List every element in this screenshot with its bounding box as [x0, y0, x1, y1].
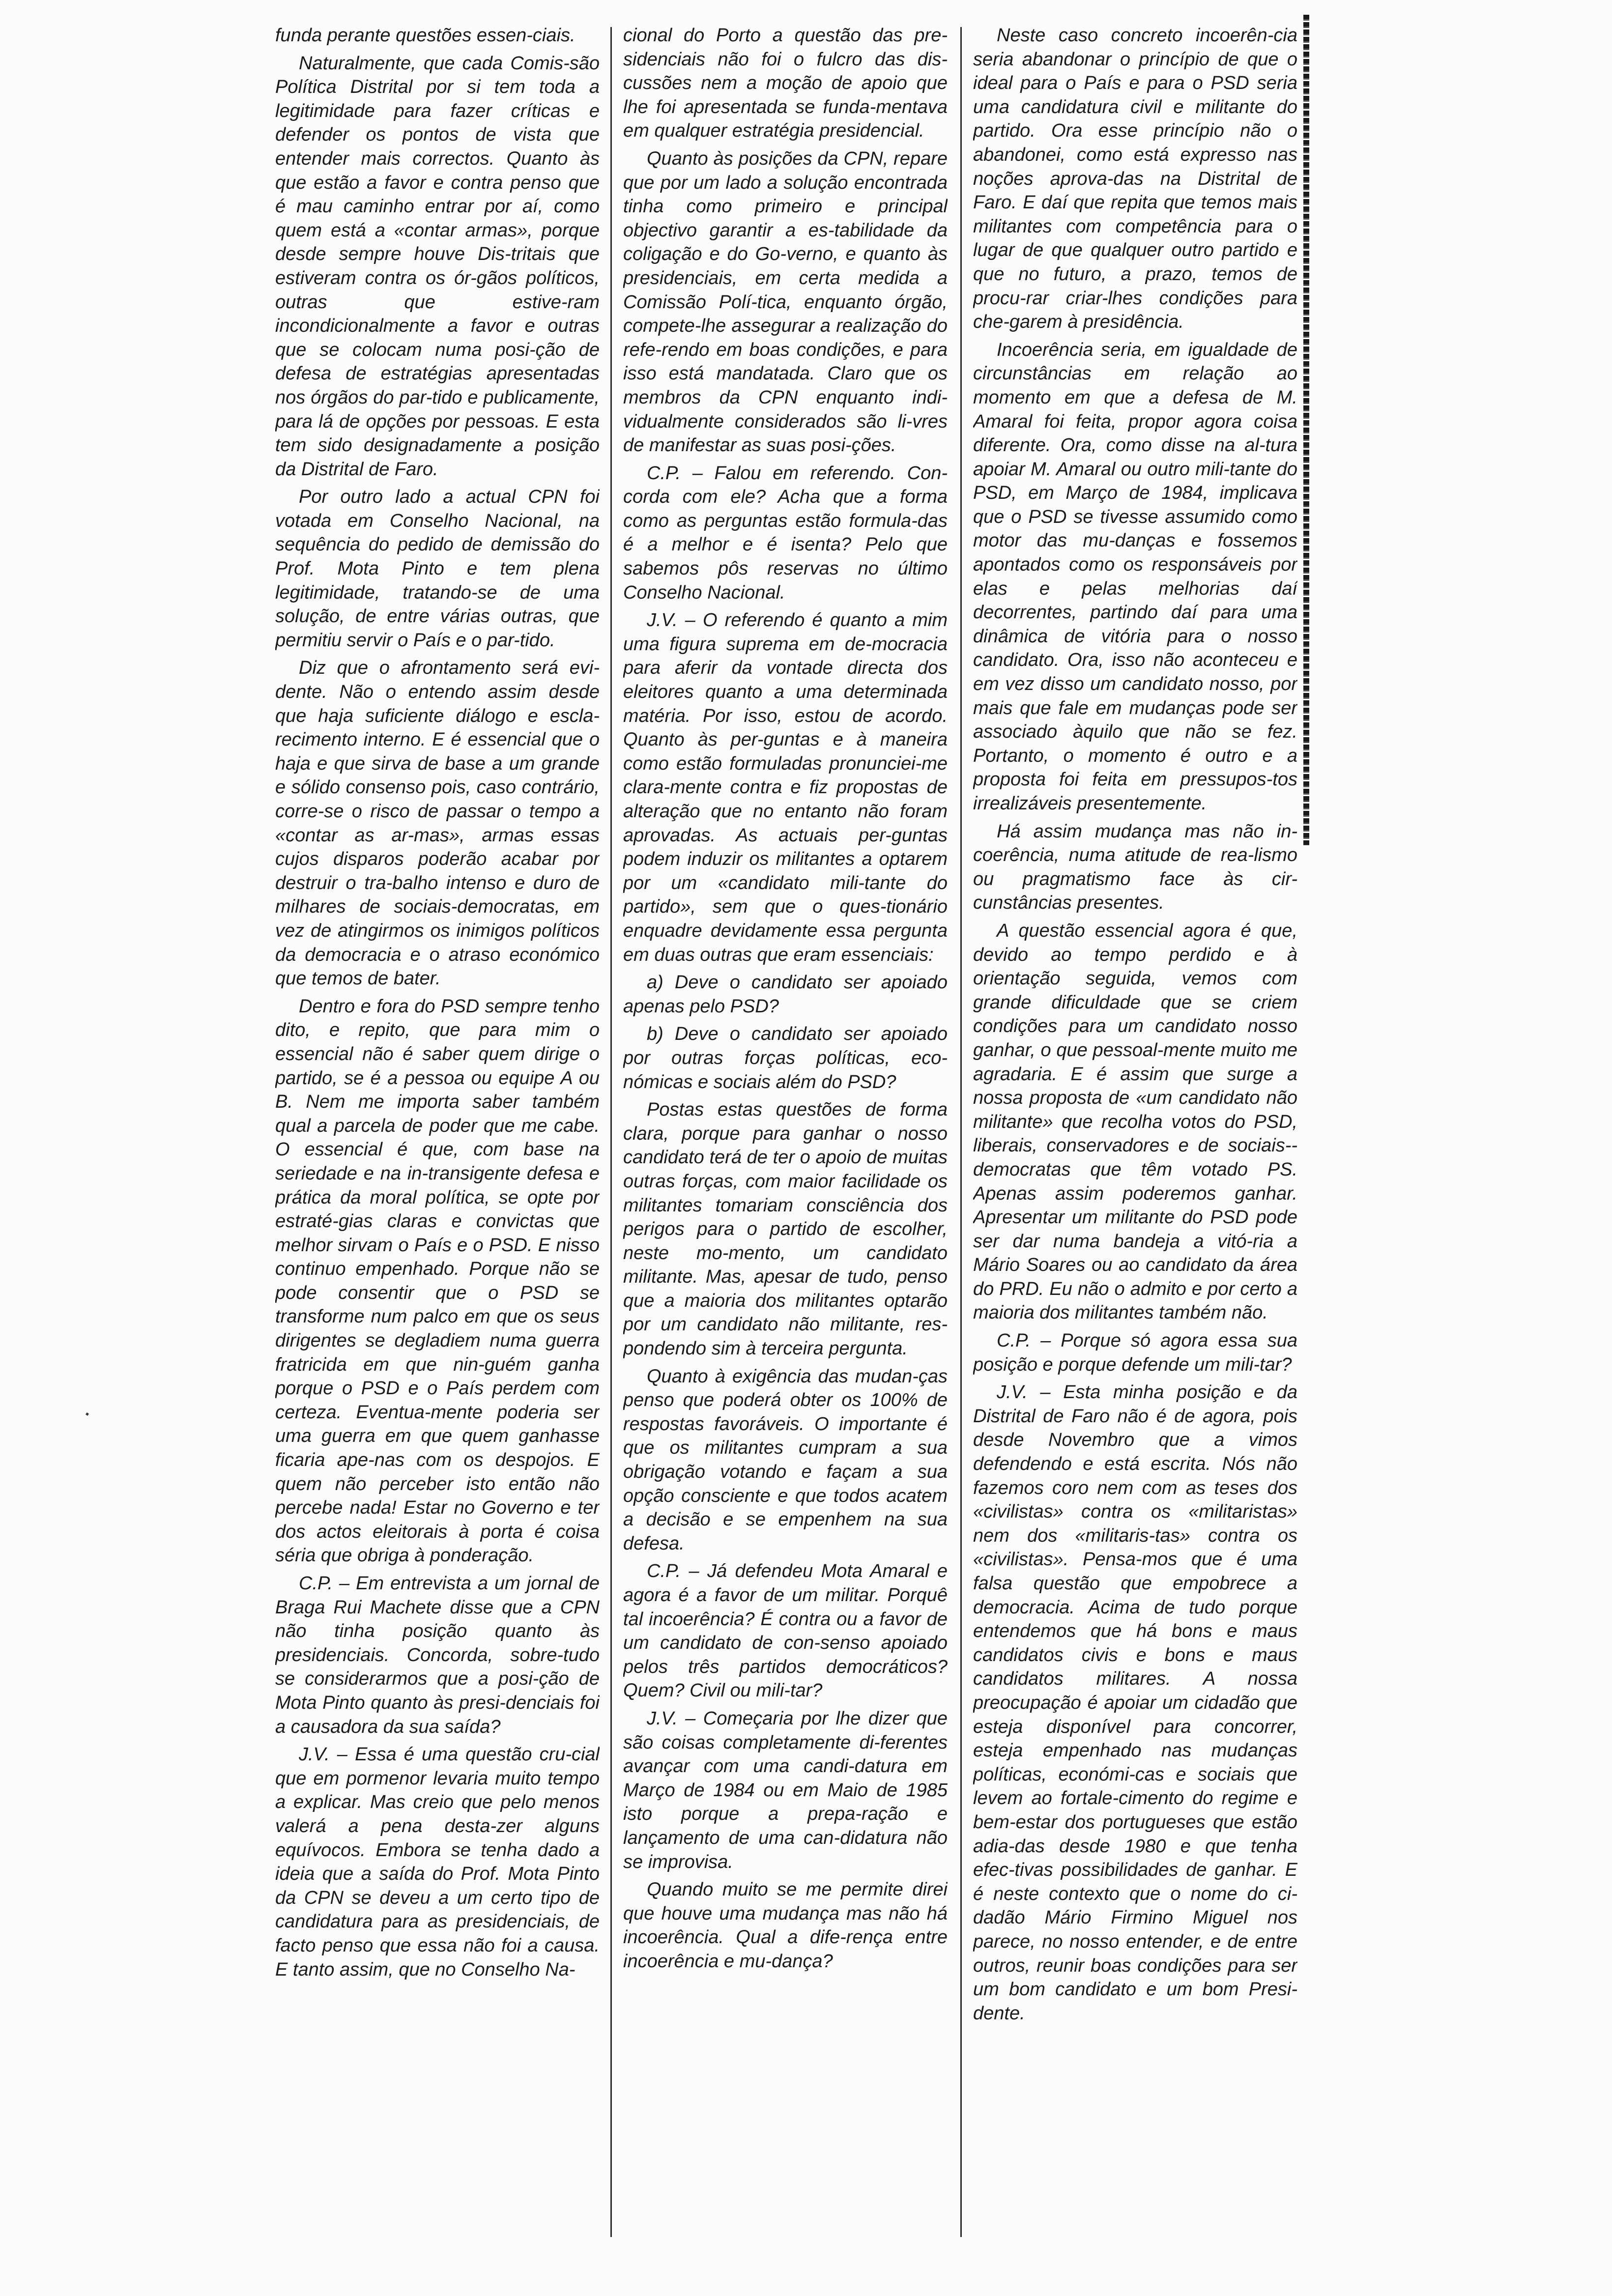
text-column-3 — [973, 24, 1297, 2227]
paragraph: Diz que o afrontamento será evi-dente. Não o entendo assim desde que haja suficiente diálogo e escla-recimento interno. E é essencial que o haja e que sirva de base a um grande e sólido consenso pois, caso contrário, corre-se o risco de passar o tempo a «contar as ar-mas», armas essas cujos disparos poderão acabar por destruir o tra-balho intenso e duro de milhares de sociais-democratas, em vez de atingirmos os inimigos políticos da democracia e o atraso económico que temos de bater. — [275, 658, 600, 989]
paragraph: Há assim mudança mas não in-coerência, numa atitude de rea-lismo ou pragmatismo face às cir-cunstâncias presentes. — [973, 821, 1297, 914]
scan-edge-artifact — [1303, 15, 1309, 845]
paragraph: C.P. – Já defendeu Mota Amaral e agora é a favor de um militar. Porquê tal incoerência? É contra ou a favor de um candidato de con-senso apoiado pelos três partidos democráticos? Quem? Civil ou mili-tar? — [623, 1561, 948, 1701]
text-column-1 — [275, 24, 600, 2227]
paragraph: Neste caso concreto incoerên-cia seria abandonar o princípio de que o ideal para o País e para o PSD seria uma candidatura civil e militante do partido. Ora esse princípio não o abandonei, como está expresso nas noções aprova-das na Distrital de Faro. E daí que repita que temos mais militantes com competência para o lugar de que qualquer outro partido e que no futuro, a prazo, temos de procu-rar criar-lhes condições para che-garem à presidência. — [973, 25, 1297, 333]
paragraph: J.V. – Essa é uma questão cru-cial que em pormenor levaria muito tempo a explicar. Mas creio que pelo menos valerá a pena desta-zer alguns equívocos. Embora se tenha dado a ideia que a saída do Prof. Mota Pinto da CPN se deveu a um certo tipo de candidatura para as presidenciais, de facto penso que essa não foi a causa. E tanto assim, que no Conselho Na- — [275, 1744, 600, 1980]
paragraph: A questão essencial agora é que, devido ao tempo perdido e à orientação seguida, vemos com grande dificuldade que se criem condições para um candidato nosso ganhar, o que pessoal-mente muito me agradaria. E é assim que surge a nossa proposta de «um candidato não militante» que recolha votos do PSD, liberais, conservadores e de sociais--democratas que têm votado PS. Apenas assim poderemos ganhar. Apresentar um militante do PSD pode ser dar numa bandeja a vitó-ria a Mário Soares ou ao candidato da área do PRD. Eu não o admito e por certo a maioria dos militantes também não. — [973, 920, 1297, 1323]
paragraph: Quanto à exigência das mudan-ças penso que poderá obter os 100% de respostas favoráveis. O importante é que os militantes cumpram a sua obrigação votando e façam a sua opção consciente e que todos acatem a decisão e se empenhem na sua defesa. — [623, 1366, 948, 1554]
paragraph: Por outro lado a actual CPN foi votada em Conselho Nacional, na sequência do pedido de demissão do Prof. Mota Pinto e tem plena legitimidade, tratando-se de uma solução, de entre várias outras, que permitiu servir o País e o par-tido. — [275, 487, 600, 651]
paragraph: Dentro e fora do PSD sempre tenho dito, e repito, que para mim o essencial não é saber quem dirige o partido, se é a pessoa ou equipe A ou B. Nem me importa saber também qual a parcela de poder que me cabe. O essencial é que, com base na seriedade e na in-transigente defesa e prática da moral política, se opte por estraté-gias claras e convictas que melhor sirvam o País e o PSD. E nisso continuo empenhado. Porque não se pode consentir que o PSD se transforme num palco em que os seus dirigentes se degladiem numa guerra fratricida em que nin-guém ganha porque o PSD e o País perdem com certeza. Eventua-mente poderia ser uma guerra em que quem ganhasse ficaria ape-nas com os despojos. E quem não perceber isto então não percebe nada! Estar no Governo e ter dos actos eleitorais à porta é coisa séria que obriga à ponderação. — [275, 996, 600, 1566]
paragraph: funda perante questões essen-ciais. — [275, 25, 576, 46]
paragraph: J.V. – O referendo é quanto a mim uma figura suprema em de-mocracia para aferir da vontade directa dos eleitores quanto a uma determinada matéria. Por isso, estou de acordo. Quanto às per-guntas e à maneira como estão formuladas pronunciei-me clara-mente contra e fiz propostas de alteração que no entanto não foram aprovadas. As actuais per-guntas podem induzir os militantes a optarem por um «candidato mili-tante do partido», sem que o ques-tionário enquadre devidamente essa pergunta em duas outras que eram essenciais: — [623, 610, 948, 965]
paragraph: Incoerência seria, em igualdade de circunstâncias em relação ao momento em que a defesa de M. Amaral foi feita, propor agora coisa diferente. Ora, como disse na al-tura apoiar M. Amaral ou outro mili-tante do PSD, em Março de 1984, implicava que o PSD se tivesse assumido como motor das mu-danças e fossemos apontados como os responsáveis por elas e pelas melhorias daí decorrentes, partindo daí para uma dinâmica de vitória para o nosso candidato. Ora, isso não aconteceu e em vez disso um candidato nosso, por mais que fale em mudanças pode ser associado àquilo que não se fez. Portanto, o momento é outro e a proposta foi feita em pressupos-tos irrealizáveis presentemente. — [973, 339, 1297, 814]
paragraph: C.P. – Em entrevista a um jornal de Braga Rui Machete disse que a CPN não tinha posição quanto às presidenciais. Concorda, sobre-tudo se considerarmos que a posi-ção de Mota Pinto quanto às presi-denciais foi a causadora da sua saída? — [275, 1573, 600, 1737]
paragraph: b) Deve o candidato ser apoiado por outras forças políticas, eco-nómicas e sociais além do PSD? — [623, 1024, 948, 1092]
paragraph: a) Deve o candidato ser apoiado apenas pelo PSD? — [623, 972, 948, 1017]
paragraph: J.V. – Começaria por lhe dizer que são coisas completamente di-ferentes avançar com uma candi-datura em Março de 1984 ou em Maio de 1985 isto porque a prepa-ração e lançamento de uma can-didatura não se improvisa. — [623, 1708, 948, 1872]
paragraph: Naturalmente, que cada Comis-são Política Distrital por si tem toda a legitimidade para fazer críticas e defender os pontos de vista que entender mais correctos. Quanto às que estão a favor e contra penso que é mau caminho entrar por aí, como quem está a «contar armas», porque desde sempre houve Dis-tritais que estiveram contra os ór-gãos políticos, outras que estive-ram incondicionalmente a favor e outras que se colocam numa posi-ção de defesa de estratégias apresentadas nos órgãos do par-tido e publicamente, para lá de opções por pessoas. E esta tem sido designadamente a posição da Distrital de Faro. — [275, 53, 600, 480]
paragraph: C.P. – Falou em referendo. Con-corda com ele? Acha que a forma como as perguntas estão formula-das é a melhor e é isenta? Pelo que sabemos pôs reservas no último Conselho Nacional. — [623, 462, 948, 603]
text-column-2 — [623, 24, 948, 2227]
scan-speck — [86, 1412, 89, 1416]
paragraph: J.V. – Esta minha posição e da Distrital de Faro não é de agora, pois desde Novembro que a vimos defendendo e está escrita. Nós não fazemos coro nem com as teses dos «civilistas» contra os «militaristas» nem dos «militaris-tas» contra os «civilistas». Pensa-mos que é uma falsa questão que empobrece a democracia. Acima de tudo porque entendemos que há bons e maus candidatos civis e bons e maus candidatos militares. A nossa preocupação é apoiar um cidadão que esteja disponível para concorrer, esteja empenhado nas mudanças políticas, económi-cas e sociais que levem ao fortale-cimento do regime e bem-estar dos portugueses que estão adia-das desde 1980 e que tenha efec-tivas possibilidades de ganhar. E é neste contexto que o nome do ci-dadão Mário Firmino Miguel nos parece, no nosso entender, e de entre outros, reunir boas condições para ser um bom candidato e um bom Presi-dente. — [973, 1382, 1297, 2024]
paragraph: Quando muito se me permite direi que houve uma mudança mas não há incoerência. Qual a dife-rença entre incoerência e mu-dança? — [623, 1879, 948, 1972]
column-rule-right — [960, 27, 962, 2237]
paragraph: Quanto às posições da CPN, repare que por um lado a solução encontrada tinha como primeiro e principal objectivo garantir a es-tabilidade da coligação e do Go-verno, e quanto às presidenciais, em certa medida a Comissão Polí-tica, enquanto órgão, compete-lhe assegurar a realização do refe-rendo em boas condições, e para isso está mandatada. Claro que os membros da CPN enquanto indi-vidualmente considerados são li-vres de manifestar as suas posi-ções. — [623, 148, 948, 456]
paragraph: C.P. – Porque só agora essa sua posição e porque defende um mili-tar? — [973, 1330, 1297, 1375]
paragraph: Postas estas questões de forma clara, porque para ganhar o nosso candidato terá de ter o apoio de muitas outras forças, com maior facilidade os militantes tomariam consciência dos perigos para o partido de escolher, neste mo-mento, um candidato militante. Mas, apesar de tudo, penso que a maioria dos militantes optarão por um candidato não militante, res-pondendo sim à terceira pergunta. — [623, 1099, 948, 1359]
paragraph: cional do Porto a questão das pre-sidenciais não foi o fulcro das dis-cussões nem a moção de apoio que lhe foi apresentada se funda-mentava em qualquer estratégia presidencial. — [623, 25, 948, 142]
column-rule-left — [610, 27, 612, 2237]
